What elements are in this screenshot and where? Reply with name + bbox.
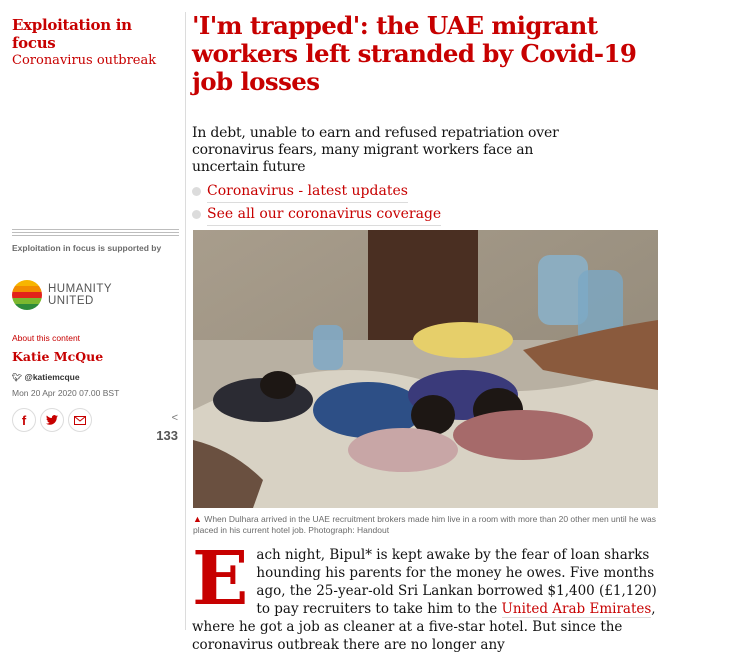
body-text-part1: ach night, Bipul* is kept awake by the fear of loan sharks hounding his parents for the money he owes. Five months ago, the 25-year-old Sri Lankan borrowed $1,400 (£1,120) to pay recruiters to take him to the <box>256 547 657 617</box>
humanity-united-logo-icon <box>12 280 42 310</box>
column-divider <box>185 12 186 630</box>
sponsor-name-line1: HUMANITY <box>48 283 113 295</box>
facebook-icon: f <box>21 412 27 428</box>
article-standfirst: In debt, unable to earn and refused repatriation over coronavirus fears, many migrant workers face an uncertain future <box>192 125 559 175</box>
email-share-button[interactable] <box>68 408 92 432</box>
twitter-handle[interactable] <box>12 372 80 382</box>
photo-caption <box>193 514 663 536</box>
publish-date: Mon 20 Apr 2020 07.00 BST <box>12 388 120 398</box>
article-headline: 'I'm trapped': the UAE migrant workers left stranded by Covid-19 job losses <box>192 11 637 96</box>
article-body <box>192 536 662 654</box>
series-title[interactable]: Exploitation in focus <box>12 16 132 52</box>
twitter-share-button[interactable] <box>40 408 64 432</box>
about-content-link[interactable]: About this content <box>12 333 81 343</box>
body-text-part2: , where he got a job as cleaner at a five-star hotel. But since the coronavirus outbreak there are no longer any <box>192 601 656 653</box>
latest-updates-link[interactable]: Coronavirus - latest updates <box>207 180 408 203</box>
email-icon <box>74 416 86 425</box>
sponsor-name <box>48 283 112 307</box>
twitter-bird-icon <box>46 415 58 425</box>
twitter-icon: 🐦︎ <box>12 373 23 382</box>
article-photo[interactable] <box>193 230 658 508</box>
coverage-link[interactable]: See all our coronavirus coverage <box>207 203 441 226</box>
related-link-item <box>192 203 441 226</box>
related-links <box>192 180 441 226</box>
sponsor-logo[interactable] <box>12 280 112 310</box>
bullet-icon <box>192 210 201 219</box>
related-link-item <box>192 180 441 203</box>
caption-triangle-icon: ▲ <box>193 514 202 524</box>
twitter-handle-text: @katiemcque <box>24 372 80 382</box>
share-buttons <box>12 408 92 432</box>
divider <box>12 229 179 238</box>
drop-cap: E <box>192 536 249 622</box>
supported-by-label: Exploitation in focus is supported by <box>12 243 162 253</box>
series-subtitle[interactable]: Coronavirus outbreak <box>12 53 157 68</box>
caption-text: When Dulhara arrived in the UAE recruitment brokers made him live in a room with more than 20 other men until he was placed in his current hotel job. Photograph: Handout <box>193 514 656 535</box>
facebook-share-button[interactable] <box>12 408 36 432</box>
bullet-icon <box>192 187 201 196</box>
series-header <box>12 16 180 69</box>
share-count <box>148 408 178 443</box>
sponsor-name-line2: UNITED <box>48 295 94 307</box>
uae-link[interactable]: United Arab Emirates <box>501 601 652 617</box>
share-count-value: 133 <box>156 428 178 443</box>
author-name[interactable]: Katie McQue <box>12 349 104 364</box>
share-icon: < <box>171 412 178 424</box>
